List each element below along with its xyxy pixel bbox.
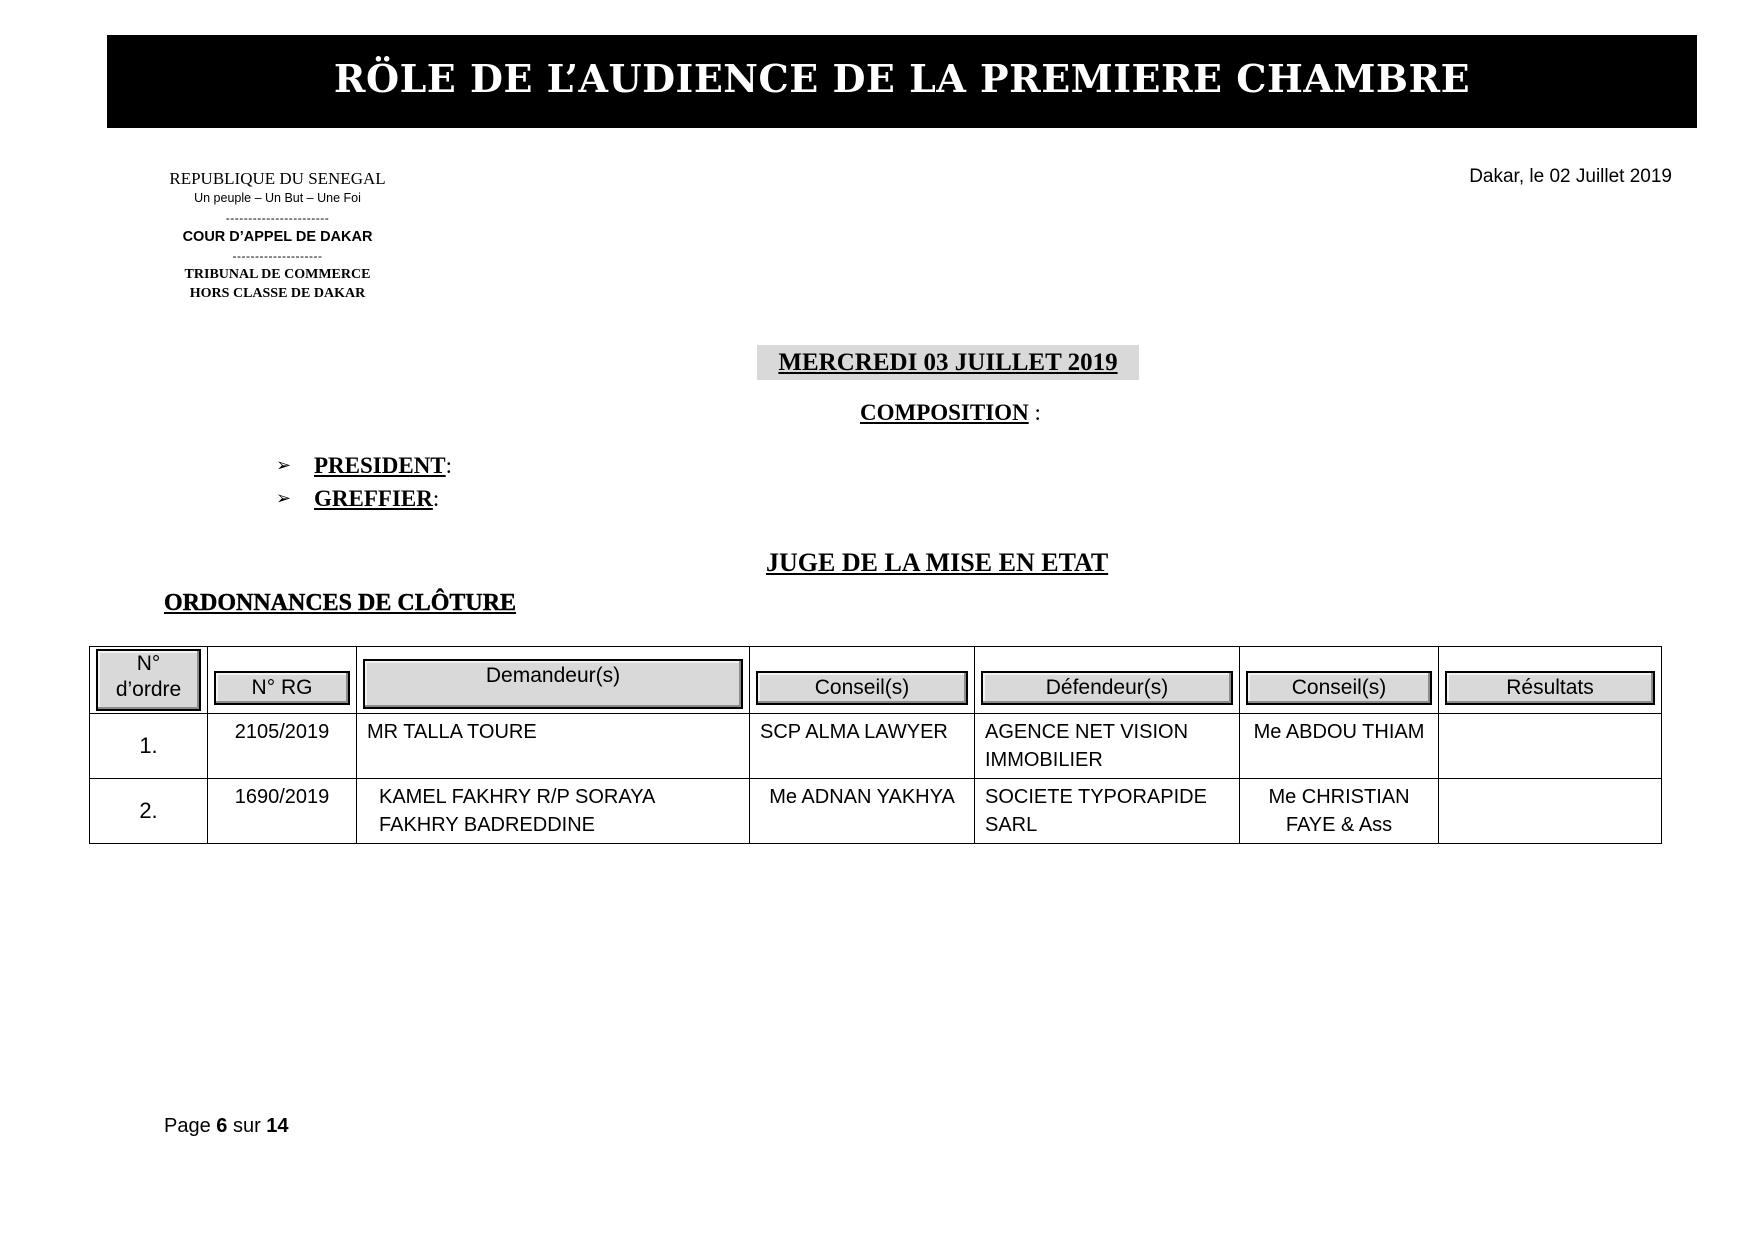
hearing-day-heading: MERCREDI 03 JUILLET 2019 xyxy=(757,345,1139,380)
cell-rg: 2105/2019 xyxy=(208,714,357,779)
list-item xyxy=(276,482,452,515)
cell-plaintiff: KAMEL FAKHRY R/P SORAYA FAKHRY BADREDDINE xyxy=(357,779,750,844)
cell-plaintiff: MR TALLA TOURE xyxy=(357,714,750,779)
header-rg xyxy=(208,647,357,714)
header-counsel-defendant-label: Conseil(s) xyxy=(1246,671,1432,705)
cell-counsel-plaintiff: Me ADNAN YAKHYA xyxy=(750,779,975,844)
role-colon: : xyxy=(445,452,453,478)
composition-label: COMPOSITION xyxy=(860,400,1029,425)
header-plaintiff xyxy=(357,647,750,714)
issuer-country: REPUBLIQUE DU SENEGAL xyxy=(169,169,386,188)
issuer-separator: -------------------- xyxy=(232,249,323,263)
header-defendant xyxy=(975,647,1240,714)
document-date: Dakar, le 02 Juillet 2019 xyxy=(1469,166,1672,187)
cell-order: 2. xyxy=(90,779,208,844)
cell-results xyxy=(1439,779,1662,844)
issuer-court: COUR D’APPEL DE DAKAR xyxy=(182,228,373,245)
header-order-line2: d’ordre xyxy=(115,678,182,701)
header-rg-label: N° RG xyxy=(214,671,350,705)
table-header-row xyxy=(90,647,1662,714)
table-row xyxy=(90,779,1662,844)
cell-defendant: SOCIETE TYPORAPIDE SARL xyxy=(975,779,1240,844)
footer-current-page: 6 xyxy=(216,1115,228,1137)
issuer-tribunal-line: HORS CLASSE DE DAKAR xyxy=(189,286,366,301)
role-label-president: PRESIDENT xyxy=(314,452,446,478)
judge-heading: JUGE DE LA MISE EN ETAT xyxy=(766,548,1109,577)
issuer-tribunal-line: TRIBUNAL DE COMMERCE xyxy=(184,267,371,282)
cell-counsel-plaintiff: SCP ALMA LAWYER xyxy=(750,714,975,779)
page-footer xyxy=(164,1115,289,1138)
section-heading: ORDONNANCES DE CLÔTURE xyxy=(164,590,517,616)
cases-table xyxy=(89,646,1662,844)
role-label-greffier: GREFFIER xyxy=(314,485,433,511)
header-results-label: Résultats xyxy=(1445,671,1655,705)
cell-order: 1. xyxy=(90,714,208,779)
table-row xyxy=(90,714,1662,779)
header-order-line1: N° xyxy=(136,652,161,675)
arrow-bullet-icon: ➢ xyxy=(276,455,292,476)
header-defendant-label: Défendeur(s) xyxy=(981,671,1233,705)
composition-colon: : xyxy=(1028,400,1041,425)
header-plaintiff-label: Demandeur(s) xyxy=(363,659,743,709)
header-counsel-plaintiff xyxy=(750,647,975,714)
roles-list xyxy=(276,449,452,515)
role-colon: : xyxy=(432,485,440,511)
footer-total-pages: 14 xyxy=(266,1115,289,1137)
title-banner xyxy=(107,35,1697,128)
header-order xyxy=(90,647,208,714)
issuer-separator: ----------------------- xyxy=(225,210,330,225)
header-counsel-defendant xyxy=(1240,647,1439,714)
composition-heading xyxy=(860,400,1041,426)
issuer-motto: Un peuple – Un But – Une Foi xyxy=(194,191,361,205)
document-title: RÖLE DE L’AUDIENCE DE LA PREMIERE CHAMBRE xyxy=(333,56,1471,101)
list-item xyxy=(276,449,452,482)
arrow-bullet-icon: ➢ xyxy=(276,488,292,509)
cell-counsel-defendant: Me CHRISTIAN FAYE & Ass xyxy=(1240,779,1439,844)
issuer-block xyxy=(140,170,415,306)
cell-defendant: AGENCE NET VISION IMMOBILIER xyxy=(975,714,1240,779)
header-results xyxy=(1439,647,1662,714)
footer-middle: sur xyxy=(227,1115,267,1137)
footer-prefix: Page xyxy=(164,1115,217,1137)
header-counsel-plaintiff-label: Conseil(s) xyxy=(756,671,968,705)
cell-rg: 1690/2019 xyxy=(208,779,357,844)
cell-counsel-defendant: Me ABDOU THIAM xyxy=(1240,714,1439,779)
cell-results xyxy=(1439,714,1662,779)
